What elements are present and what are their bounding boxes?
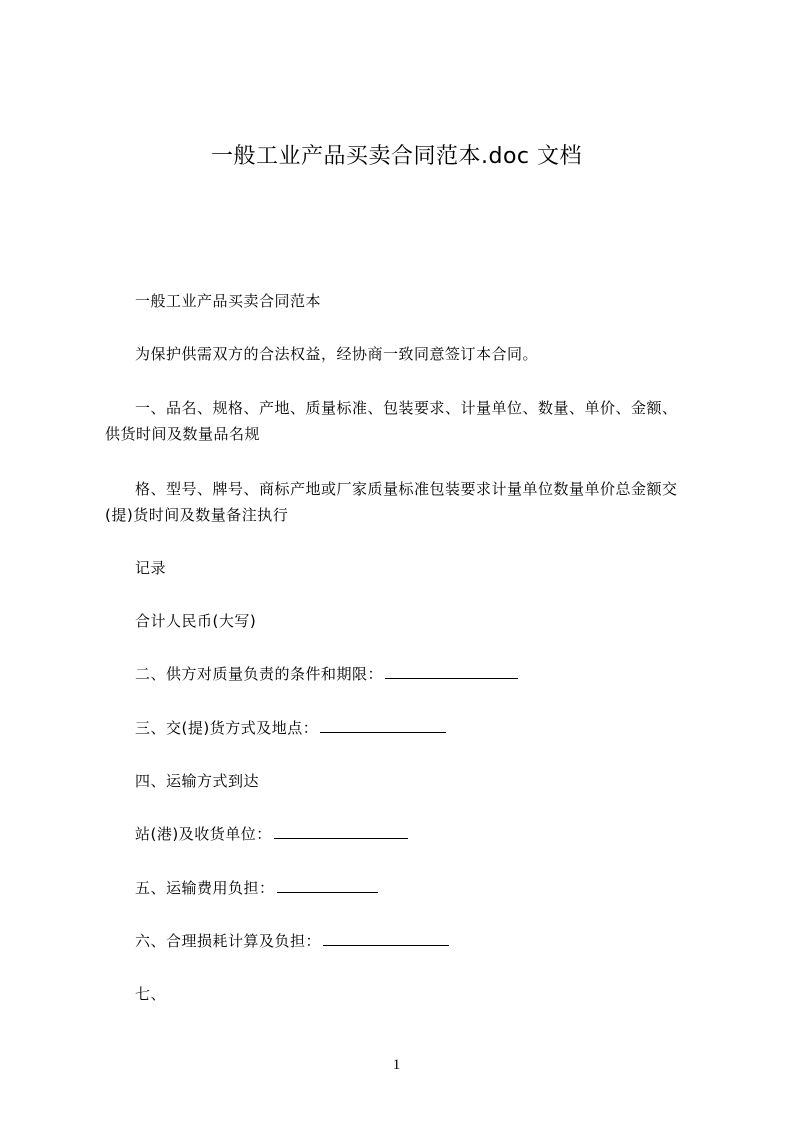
item3-paragraph (105, 715, 705, 741)
document-title: 一般工业产品买卖合同范本.doc 文档 (210, 144, 582, 169)
item5-text: 五、运输费用负担： (135, 879, 275, 897)
record-text: 记录 (135, 559, 167, 577)
item6-paragraph (105, 928, 705, 954)
item1-line2: 供货时间及数量品名规 (105, 425, 261, 443)
total-text: 合计人民币(大写) (135, 612, 257, 630)
item7-paragraph (105, 981, 705, 1007)
total-paragraph (105, 608, 705, 634)
spec-line2: (提)货时间及数量备注执行 (105, 506, 289, 524)
page-number: 1 (392, 1057, 401, 1073)
item2-text: 二、供方对质量负责的条件和期限： (135, 665, 384, 683)
item4-text: 四、运输方式到达 (135, 772, 260, 790)
item1-line1 (105, 395, 705, 421)
station-text: 站(港)及收货单位： (135, 825, 272, 843)
item7-text: 七、 (135, 985, 167, 1003)
intro-text: 为保护供需双方的合法权益，经协商一致同意签订本合同。 (135, 345, 539, 363)
item6-blank-line (323, 931, 449, 946)
item6-text: 六、合理损耗计算及负担： (135, 932, 322, 950)
spec-line1 (105, 476, 705, 502)
station-blank-line (274, 824, 408, 839)
item4-paragraph (105, 768, 705, 794)
item5-blank-line (277, 878, 378, 893)
item2-paragraph (105, 661, 705, 687)
intro-paragraph (105, 341, 705, 367)
item2-blank-line (385, 664, 518, 679)
item5-paragraph (105, 875, 705, 901)
record-paragraph (105, 555, 705, 581)
item3-blank-line (320, 718, 446, 733)
contract-heading (105, 288, 705, 314)
station-paragraph (105, 821, 705, 847)
spec-line1-text: 格、型号、牌号、商标产地或厂家质量标准包装要求计量单位数量单价总金额交 (135, 480, 678, 498)
contract-heading-text: 一般工业产品买卖合同范本 (135, 292, 322, 310)
item1-line1-text: 一、品名、规格、产地、质量标准、包装要求、计量单位、数量、单价、金额、 (135, 399, 678, 417)
item3-text: 三、交(提)货方式及地点： (135, 719, 319, 737)
